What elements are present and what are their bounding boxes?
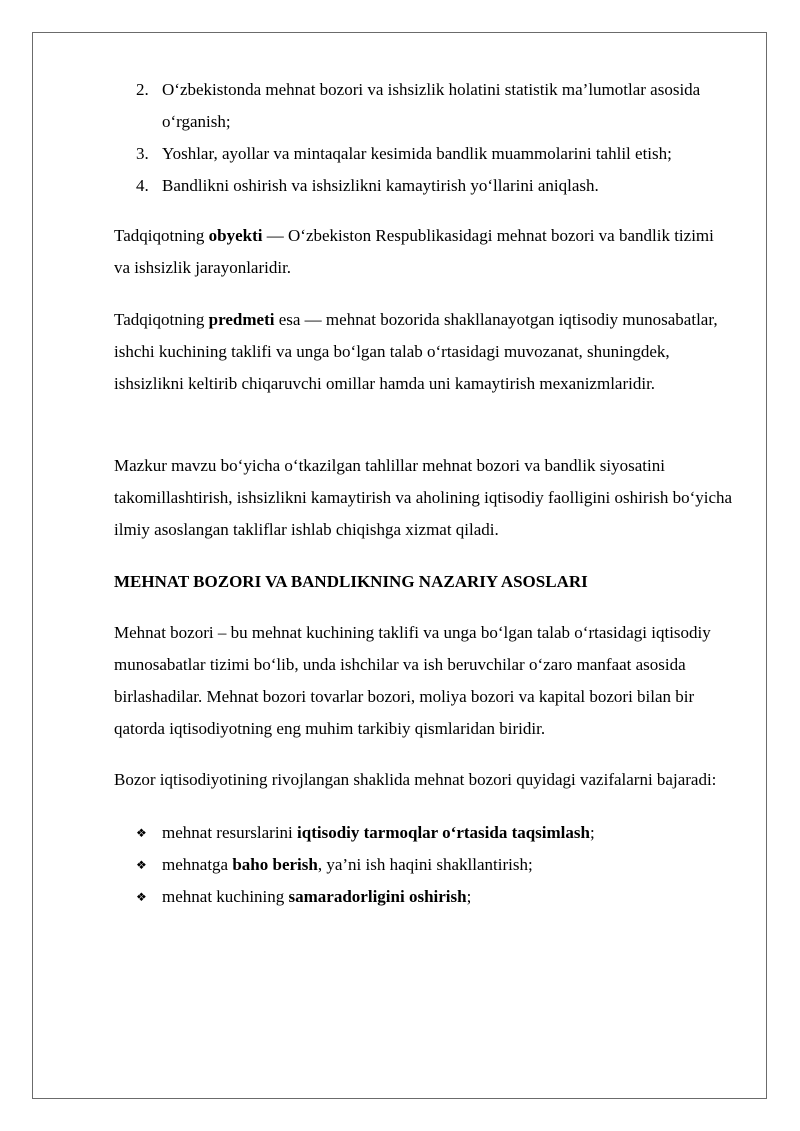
bullet-text-pre: mehnatga: [162, 855, 233, 874]
diamond-bullet-icon: ❖: [136, 858, 147, 872]
subject-text-pre: Tadqiqotning: [114, 310, 209, 329]
list-item: [114, 881, 734, 913]
object-text-pre: Tadqiqotning: [114, 226, 209, 245]
list-item-text: Bandlikni oshirish va ishsizlikni kamaytirish yo‘llarini aniqlash.: [162, 176, 599, 195]
list-item: [114, 170, 734, 202]
section-heading: MEHNAT BOZORI VA BANDLIKNING NAZARIY ASOSLARI: [114, 572, 588, 591]
object-paragraph: [114, 220, 734, 284]
object-text-post: — O‘zbekiston Respublikasidagi mehnat bozori va bandlik tizimi va ishsizlik jarayonlaridir.: [114, 226, 714, 277]
subject-term: predmeti: [208, 310, 275, 329]
bullet-text-pre: mehnat resurslarini: [162, 823, 298, 842]
definition-paragraph: Mehnat bozori – bu mehnat kuchining taklifi va unga bo‘lgan talab o‘rtasidagi iqtisodiy munosabatlar tizimi bo‘lib, unda ishchilar va ish beruvchilar o‘zaro manfaat asosida birlashadilar. Mehnat bozori tovarlar bozori, moliya bozori va kapital bozori bilan bir qatorda iqtisodiyotning eng muhim tarkibiy qismlaridan biridir.: [114, 623, 711, 738]
diamond-bullet-icon: ❖: [136, 890, 147, 904]
list-item: [114, 138, 734, 170]
bullet-text-bold: iqtisodiy tarmoqlar o‘rtasida taqsimlash: [297, 823, 590, 842]
bullet-text-pre: mehnat kuchining: [162, 887, 289, 906]
object-term: obyekti: [208, 226, 263, 245]
bullet-text-post: ;: [466, 887, 472, 906]
functions-bullet-list: [114, 817, 734, 913]
subject-paragraph: [114, 304, 734, 400]
summary-paragraph: Mazkur mavzu bo‘yicha o‘tkazilgan tahlillar mehnat bozori va bandlik siyosatini takomillashtirish, ishsizlikni kamaytirish va aholining iqtisodiy faolligini oshirish bo‘yicha ilmiy asoslangan takliflar ishlab chiqishga xizmat qiladi.: [114, 456, 733, 539]
list-item: [114, 849, 734, 881]
functions-intro-paragraph: Bozor iqtisodiyotining rivojlangan shaklida mehnat bozori quyidagi vazifalarni bajaradi:: [114, 770, 717, 789]
list-item: [114, 74, 734, 138]
diamond-bullet-icon: ❖: [136, 826, 147, 840]
bullet-text-bold: baho berish: [232, 855, 318, 874]
bullet-text-post: , ya’ni ish haqini shakllantirish;: [317, 855, 533, 874]
bullet-text-post: ;: [589, 823, 595, 842]
numbered-list: [114, 74, 734, 202]
document-body: [114, 74, 734, 913]
subject-text-post: esa — mehnat bozorida shakllanayotgan iqtisodiy munosabatlar, ishchi kuchining taklifi va unga bo‘lgan talab o‘rtasidagi muvozanat, shuningdek, ishsizlikni keltirib chiqaruvchi omillar hamda uni kamaytirish mexanizmlaridir.: [114, 310, 718, 393]
list-number: 4.: [136, 176, 149, 195]
bullet-text-bold: samaradorligini oshirish: [288, 887, 467, 906]
list-item: [114, 817, 734, 849]
list-number: 2.: [136, 80, 149, 99]
list-item-text: Yoshlar, ayollar va mintaqalar kesimida bandlik muammolarini tahlil etish;: [162, 144, 672, 163]
list-item-text: O‘zbekistonda mehnat bozori va ishsizlik holatini statistik ma’lumotlar asosida o‘rganish;: [162, 80, 701, 131]
list-number: 3.: [136, 144, 149, 163]
